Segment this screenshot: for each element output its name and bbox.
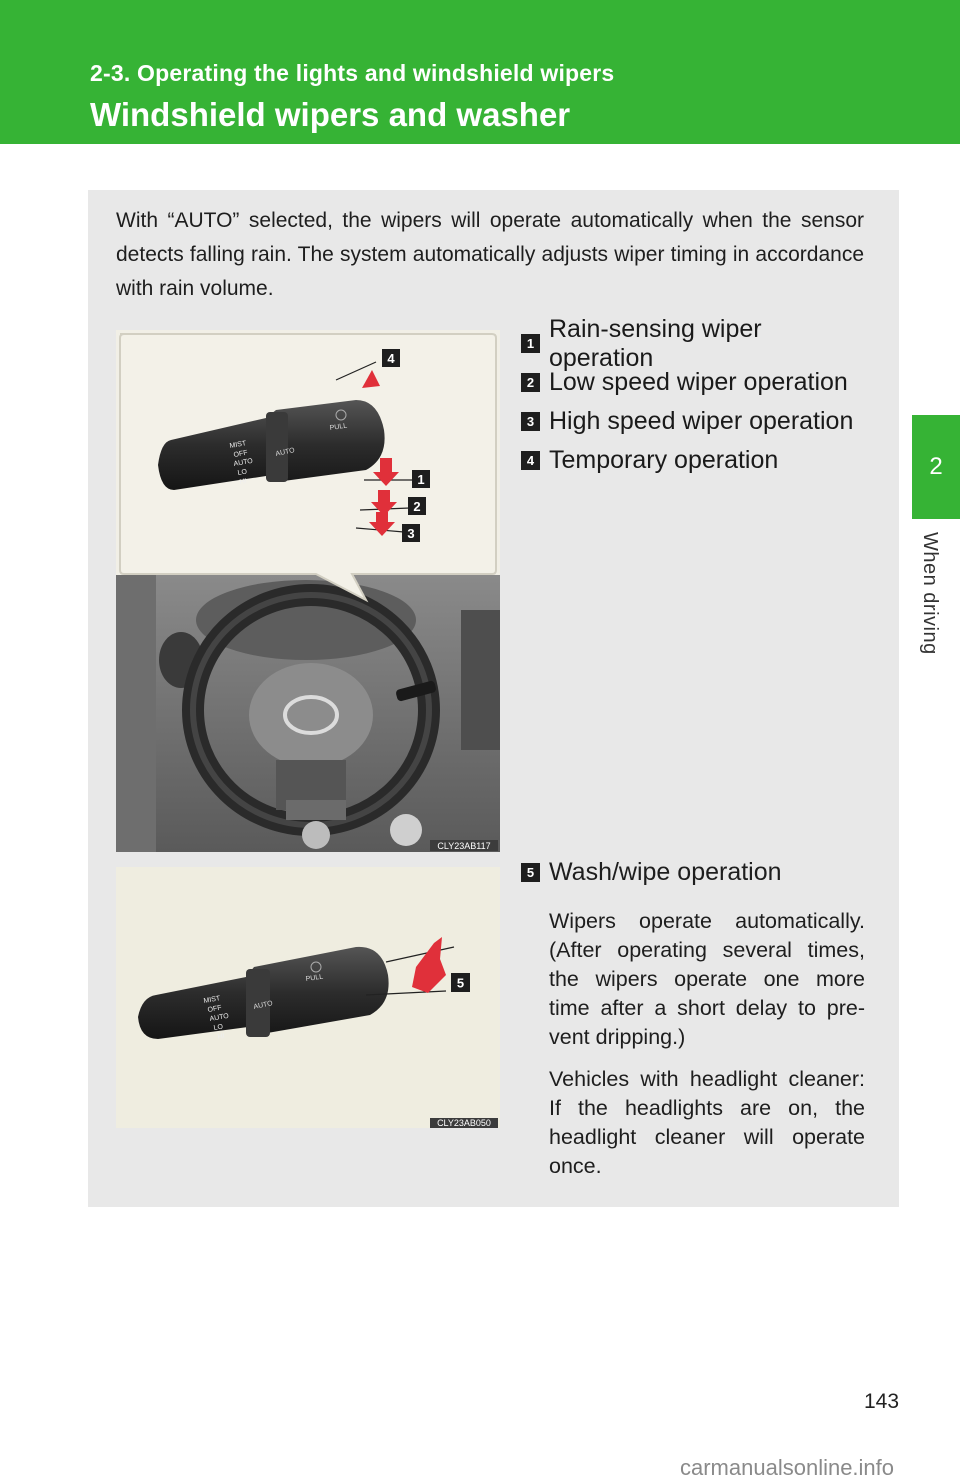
operation-label: Low speed wiper operation (549, 368, 848, 396)
chapter-number: 2 (929, 453, 943, 480)
lever-auto-mark: AUTO (252, 1000, 274, 1011)
callout-5: 5 (456, 975, 465, 991)
callout-2: 2 (413, 499, 421, 514)
operation-item (521, 363, 871, 402)
arrow-pull-icon (412, 937, 446, 993)
lever-label-hi: HI (217, 1032, 226, 1041)
operation-label: High speed wiper operation (549, 407, 854, 435)
callout-3: 3 (407, 526, 415, 541)
callout-1: 1 (417, 472, 425, 487)
wash-lever-illustration (116, 867, 500, 1128)
lever-label-off: OFF (207, 1004, 223, 1014)
page-number: 143 (864, 1390, 900, 1413)
operation-list (521, 314, 871, 480)
callout-4: 4 (387, 351, 395, 366)
page-title: Windshield wipers and washer (90, 96, 571, 133)
intro-paragraph: With “AUTO” selected, the wipers will operate automatically when the sensor detects falling rain. The system automatically adjusts wiper timing in accordance with rain volume. (116, 209, 864, 300)
operation-item (521, 314, 871, 372)
wash-description: Wipers operate automatically. (After operating several times, the wipers operate one more time after a short delay to pre-vent dripping.) (549, 909, 865, 1049)
watermark: carmanualsonline.info (680, 1455, 895, 1480)
number-badge: 3 (521, 412, 540, 431)
lever-label-hi: HI (239, 477, 248, 486)
lever-label-mist: MIST (229, 440, 247, 450)
lever-label-auto: AUTO (233, 457, 254, 468)
lever-label-lo: LO (213, 1023, 224, 1032)
chapter-header (0, 0, 960, 144)
number-badge: 1 (521, 334, 540, 353)
chapter-title: When driving (919, 532, 941, 655)
operation-label: Temporary operation (549, 446, 779, 474)
wiper-lever-illustration (116, 330, 500, 852)
lever-auto-mark: AUTO (274, 447, 296, 458)
lever-label-lo: LO (237, 468, 248, 477)
wash-operation-item (521, 858, 782, 887)
number-badge: 2 (521, 373, 540, 392)
wash-lever-figure (116, 867, 500, 1128)
figure-code-label: CLY23AB050 (437, 1118, 491, 1128)
operation-label: Rain-sensing wiper operation (549, 314, 762, 372)
operation-item (521, 441, 871, 480)
section-label: 2-3. Operating the lights and windshield wipers (90, 60, 615, 86)
wash-operation-label: Wash/wipe operation (549, 858, 782, 886)
figure-code-label: CLY23AB117 (437, 841, 491, 851)
lever-label-off: OFF (233, 449, 249, 459)
operation-item (521, 402, 871, 441)
lever-pull-mark: PULL (329, 422, 348, 432)
wiper-lever-figure (116, 330, 500, 852)
number-badge: 4 (521, 451, 540, 470)
lever-label-auto: AUTO (209, 1012, 230, 1023)
chapter-tab[interactable] (912, 415, 960, 519)
lever-label-mist: MIST (203, 995, 221, 1005)
headlight-cleaner-note: Vehicles with headlight cleaner: If the headlights are on, the headlight cleaner will operate once. (549, 1067, 865, 1178)
number-badge: 5 (521, 863, 540, 882)
lever-pull-mark: PULL (305, 973, 324, 983)
